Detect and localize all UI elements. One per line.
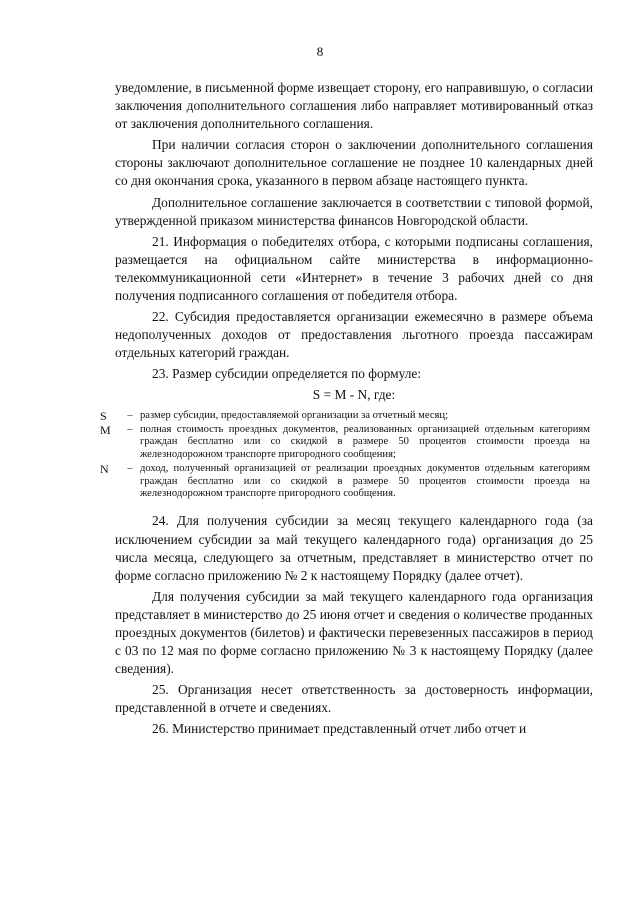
paragraph-item-23: 23. Размер субсидии определяется по формуле: xyxy=(152,366,422,382)
legend-item-m xyxy=(100,424,590,461)
legend-dash: – xyxy=(127,409,133,421)
paragraph-item-22: 22. Субсидия предоставляется организации ежемесячно в размере объема недополученных доходов от предоставления льготного проезда пассажирам отдельных категорий граждан. xyxy=(115,309,593,361)
paragraph-item-24: 24. Для получения субсидии за месяц текущего календарного года (за исключением субсидии за май текущего календарного года) организация до 25 числа месяца, следующего за отчетным, представляет в министерство отчет по форме согласно приложению № 2 к настоящему Порядку (далее отчет). xyxy=(115,513,593,583)
legend-symbol: N xyxy=(100,462,109,477)
page-number: 8 xyxy=(316,44,324,59)
legend-text: полная стоимость проездных документов, реализованных организацией отдельным категориям граждан бесплатно или со скидкой в размере 50 процентов стоимости проезда на железнодорожном транспорте пригородного сообщения; xyxy=(140,424,590,460)
formula: S = M - N, где: xyxy=(312,386,396,402)
legend-symbol: M xyxy=(100,423,111,437)
paragraph-continuation: уведомление, в письменной форме извещает сторону, его направившую, о согласии заключения дополнительного соглашения либо направляет мотивированный отказ от заключения дополнительного соглашения. xyxy=(115,80,593,132)
paragraph-typical-form: Дополнительное соглашение заключается в соответствии с типовой формой, утвержденной приказом министерства финансов Новгородской области. xyxy=(115,194,593,228)
legend-item-n xyxy=(100,463,590,500)
legend-item-s xyxy=(100,410,590,422)
paragraph-item-21: 21. Информация о победителях отбора, с которыми подписаны соглашения, размещается на официальном сайте министерства в информационно-телекоммуникационной сети «Интернет» в течение 3 рабочих дней со дня получения подписанного соглашения от победителя отбора. xyxy=(115,233,593,304)
legend-text: размер субсидии, предоставляемой организации за отчетный месяц; xyxy=(140,409,449,421)
paragraph-may-subsidy: Для получения субсидии за май текущего календарного года организация представляет в министерство до 25 июня отчет и сведения о количестве проданных проездных документов (билетов) и фактически перевезенных пассажиров в период с 03 по 12 мая по форме согласно приложению № 3 к настоящему Порядку (далее сведения). xyxy=(115,588,593,677)
formula-legend xyxy=(100,410,590,501)
legend-text: доход, полученный организацией от реализации проездных документов отдельным категориям граждан бесплатно или со скидкой в размере 50 процентов стоимости проезда на железнодорожном транспорте пригородного сообщения. xyxy=(140,463,590,500)
document-body xyxy=(100,79,593,739)
legend-symbol: S xyxy=(100,408,107,423)
legend-dash: – xyxy=(127,463,133,475)
legend-dash: – xyxy=(127,424,133,435)
paragraph-item-26: 26. Министерство принимает представленный отчет либо отчет и xyxy=(152,721,527,737)
paragraph-agreement-conclusion: При наличии согласия сторон о заключении дополнительного соглашения стороны заключают дополнительное соглашение не позднее 10 календарных дней со дня окончания срока, указанного в первом абзаце настоящего пункта. xyxy=(115,137,593,189)
paragraph-item-25: 25. Организация несет ответственность за достоверность информации, представленной в отчете и сведениях. xyxy=(115,682,593,716)
